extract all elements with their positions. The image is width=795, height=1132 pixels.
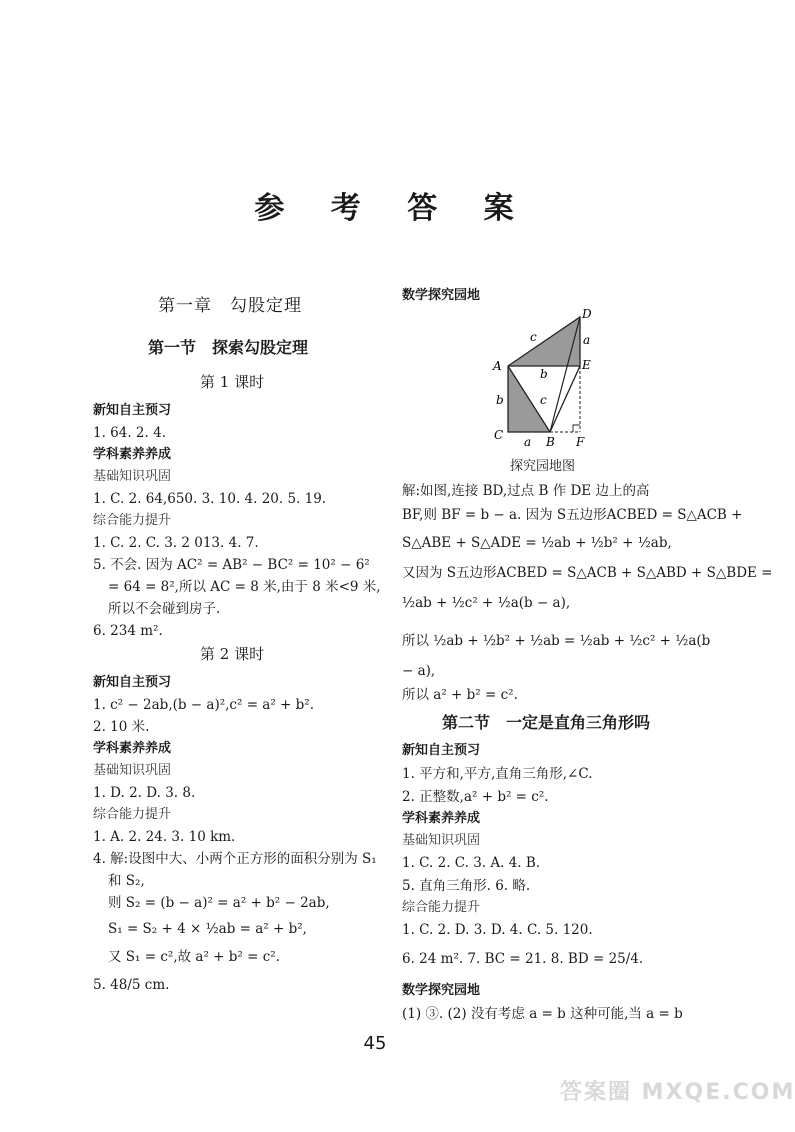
answer-line: 又 S₁ = c²,故 a² + b² = c². <box>108 949 280 965</box>
answer-line: = 64 = 8²,所以 AC = 8 米,由于 8 米<9 米, <box>108 579 381 595</box>
answer-line: 5. 48/5 cm. <box>93 977 170 993</box>
solution-line: 所以 a² + b² = c². <box>402 687 518 703</box>
subsection-label: 基础知识巩固 <box>93 763 172 778</box>
answer-line: 1. D. 2. D. 3. 8. <box>93 785 196 801</box>
subsection-label: 综合能力提升 <box>93 807 172 822</box>
subsection-label: 综合能力提升 <box>93 513 172 528</box>
solution-line: ½ab + ½c² + ½a(b − a), <box>402 595 571 611</box>
label-a-point: A <box>493 359 502 373</box>
label-c-point: C <box>494 428 504 442</box>
lesson-2-heading: 第 2 课时 <box>200 645 265 663</box>
label-side-b-mid: b <box>540 367 548 381</box>
answer-line: 4. 解:设图中大、小两个正方形的面积分别为 S₁ <box>93 851 377 867</box>
answer-line: 和 S₂, <box>108 873 145 889</box>
geometry-figure <box>490 306 600 451</box>
answer-line: 6. 234 m². <box>93 623 163 639</box>
answer-line: 则 S₂ = (b − a)² = a² + b² − 2ab, <box>108 895 330 911</box>
answer-line: 2. 10 米. <box>93 719 150 735</box>
solution-line: 所以 ½ab + ½b² + ½ab = ½ab + ½c² + ½a(b <box>402 633 711 649</box>
label-side-a-right: a <box>583 333 591 347</box>
label-side-c-top: c <box>530 330 537 344</box>
answer-line: 1. C. 2. 64,650. 3. 10. 4. 20. 5. 19. <box>93 491 327 507</box>
subheading: 新知自主预习 <box>402 743 481 758</box>
label-side-a-bottom: a <box>524 435 532 449</box>
subheading: 新知自主预习 <box>93 403 172 418</box>
label-b-point: B <box>546 435 555 449</box>
right-angle-mark <box>573 425 580 432</box>
solution-line: 解:如图,连接 BD,过点 B 作 DE 边上的高 <box>402 483 650 499</box>
chapter-heading: 第一章 勾股定理 <box>158 296 302 316</box>
section-heading-1: 第一节 探索勾股定理 <box>148 338 309 357</box>
subheading: 新知自主预习 <box>93 675 172 690</box>
page-title: 参 考 答 案 <box>254 191 532 226</box>
answer-line: 5. 直角三角形. 6. 略. <box>402 878 531 894</box>
answer-line: 1. C. 2. C. 3. 2 013. 4. 7. <box>93 535 259 551</box>
answer-line: 1. c² − 2ab,(b − a)²,c² = a² + b². <box>93 697 314 713</box>
solution-line: S△ABE + S△ADE = ½ab + ½b² + ½ab, <box>402 535 672 551</box>
subsection-label: 综合能力提升 <box>402 900 481 915</box>
figure-caption: 探究园地图 <box>510 459 576 474</box>
label-f-point: F <box>576 435 585 449</box>
solution-line: − a), <box>402 663 436 679</box>
subheading: 数学探究园地 <box>402 288 481 303</box>
answer-line: S₁ = S₂ + 4 × ½ab = a² + b², <box>108 921 307 937</box>
solution-line: BF,则 BF = b − a. 因为 S五边形ACBED = S△ACB + <box>402 507 743 523</box>
subsection-label: 基础知识巩固 <box>402 833 481 848</box>
answer-line: 1. C. 2. C. 3. A. 4. B. <box>402 855 541 871</box>
subheading: 学科素养养成 <box>402 811 481 826</box>
section-heading-2: 第二节 一定是直角三角形吗 <box>442 713 651 732</box>
page-number: 45 <box>363 1033 387 1054</box>
answer-line: 1. A. 2. 24. 3. 10 km. <box>93 829 236 845</box>
solution-line: 又因为 S五边形ACBED = S△ACB + S△ABD + S△BDE = <box>402 565 773 581</box>
subsection-label: 基础知识巩固 <box>93 469 172 484</box>
answer-line: 2. 正整数,a² + b² = c². <box>402 789 549 805</box>
answer-line: (1) ③. (2) 没有考虑 a = b 这种可能,当 a = b <box>402 1006 683 1022</box>
subheading: 学科素养养成 <box>93 447 172 462</box>
subheading: 数学探究园地 <box>402 983 481 998</box>
answer-line: 所以不会碰到房子. <box>108 601 221 617</box>
watermark-logo: 答案圈 MXQE.COM <box>560 1080 795 1105</box>
subheading: 学科素养养成 <box>93 741 172 756</box>
answer-line: 1. 平方和,平方,直角三角形,∠C. <box>402 766 593 782</box>
answer-line: 1. 64. 2. 4. <box>93 425 166 441</box>
label-side-c-mid: c <box>540 393 547 407</box>
label-e-point: E <box>582 358 591 372</box>
answer-line: 1. C. 2. D. 3. D. 4. C. 5. 120. <box>402 922 593 938</box>
answer-line: 6. 24 m². 7. BC = 21. 8. BD = 25/4. <box>402 951 644 967</box>
label-side-b-left: b <box>496 393 504 407</box>
lesson-1-heading: 第 1 课时 <box>200 373 265 391</box>
answer-line: 5. 不会. 因为 AC² = AB² − BC² = 10² − 6² <box>93 557 370 573</box>
label-d-point: D <box>582 307 592 321</box>
